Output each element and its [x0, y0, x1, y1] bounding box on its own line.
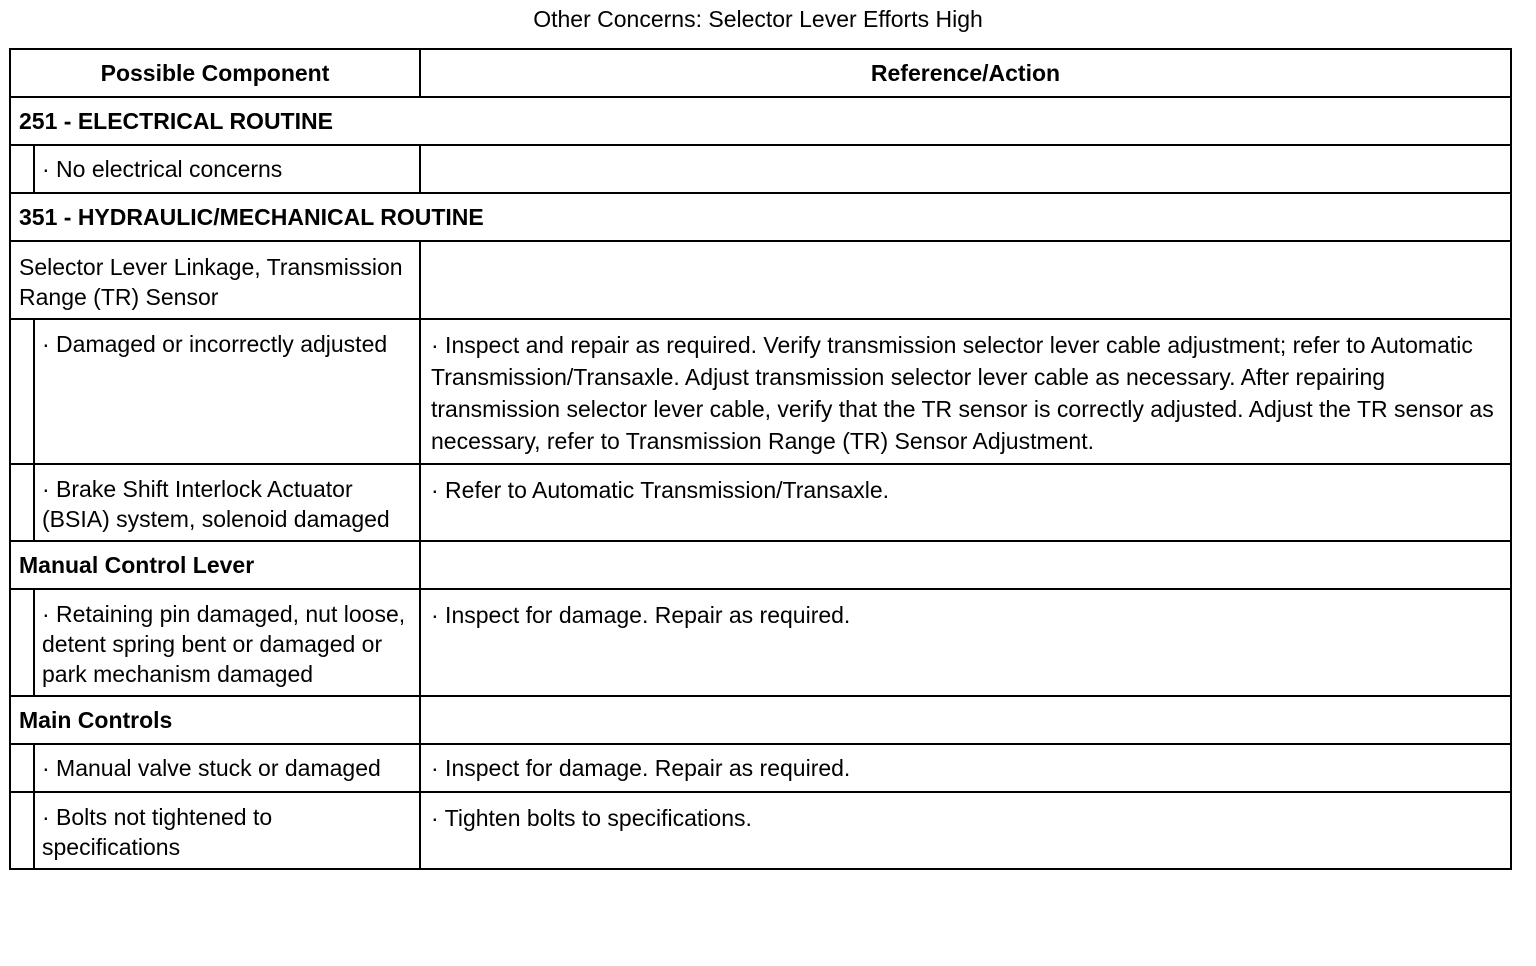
action-cell: · Tighten bolts to specifications. — [420, 792, 1511, 869]
table-row — [10, 145, 1511, 193]
group-empty-cell — [420, 541, 1511, 589]
table-row — [10, 464, 1511, 541]
table-row — [10, 792, 1511, 869]
group-label-main-controls: Main Controls — [10, 696, 420, 744]
section-row-hydraulic — [10, 193, 1511, 241]
action-cell: · Inspect for damage. Repair as required. — [420, 744, 1511, 792]
section-row-electrical — [10, 97, 1511, 145]
group-row-selector-lever — [10, 241, 1511, 319]
action-cell: · Refer to Automatic Transmission/Transaxle. — [420, 464, 1511, 541]
page-title: Other Concerns: Selector Lever Efforts High — [533, 6, 983, 32]
group-empty-cell — [420, 241, 1511, 319]
component-cell: · No electrical concerns — [34, 145, 420, 193]
header-possible-component: Possible Component — [10, 49, 420, 97]
indent-cell — [10, 464, 34, 541]
action-cell: · Inspect for damage. Repair as required. — [420, 589, 1511, 696]
group-label-selector-lever: Selector Lever Linkage, Transmission Range (TR) Sensor — [10, 241, 420, 319]
component-cell: · Retaining pin damaged, nut loose, detent spring bent or damaged or park mechanism damaged — [34, 589, 420, 696]
section-label-hydraulic: 351 - HYDRAULIC/MECHANICAL ROUTINE — [10, 193, 1511, 241]
indent-cell — [10, 744, 34, 792]
component-cell: · Damaged or incorrectly adjusted — [34, 319, 420, 464]
component-cell: · Manual valve stuck or damaged — [34, 744, 420, 792]
table-row — [10, 319, 1511, 464]
table-header-row — [10, 49, 1511, 97]
indent-cell — [10, 319, 34, 464]
table-row — [10, 589, 1511, 696]
indent-cell — [10, 589, 34, 696]
header-reference-action: Reference/Action — [420, 49, 1511, 97]
indent-cell — [10, 145, 34, 193]
section-label-electrical: 251 - ELECTRICAL ROUTINE — [10, 97, 1511, 145]
group-empty-cell — [420, 696, 1511, 744]
table-row — [10, 744, 1511, 792]
component-cell: · Bolts not tightened to specifications — [34, 792, 420, 869]
action-cell: · Inspect and repair as required. Verify transmission selector lever cable adjustment; refer to Automatic Transmission/Transaxle. Adjust transmission selector lever cable as necessary. After repairing transmission selector lever cable, verify that the TR sensor is correctly adjusted. Adjust the TR sensor as necessary, refer to Transmission Range (TR) Sensor Adjustment. — [420, 319, 1511, 464]
action-cell — [420, 145, 1511, 193]
group-row-main-controls — [10, 696, 1511, 744]
group-label-manual-control-lever: Manual Control Lever — [10, 541, 420, 589]
group-row-manual-control-lever — [10, 541, 1511, 589]
component-cell: · Brake Shift Interlock Actuator (BSIA) system, solenoid damaged — [34, 464, 420, 541]
indent-cell — [10, 792, 34, 869]
diagnostic-table — [9, 48, 1512, 870]
